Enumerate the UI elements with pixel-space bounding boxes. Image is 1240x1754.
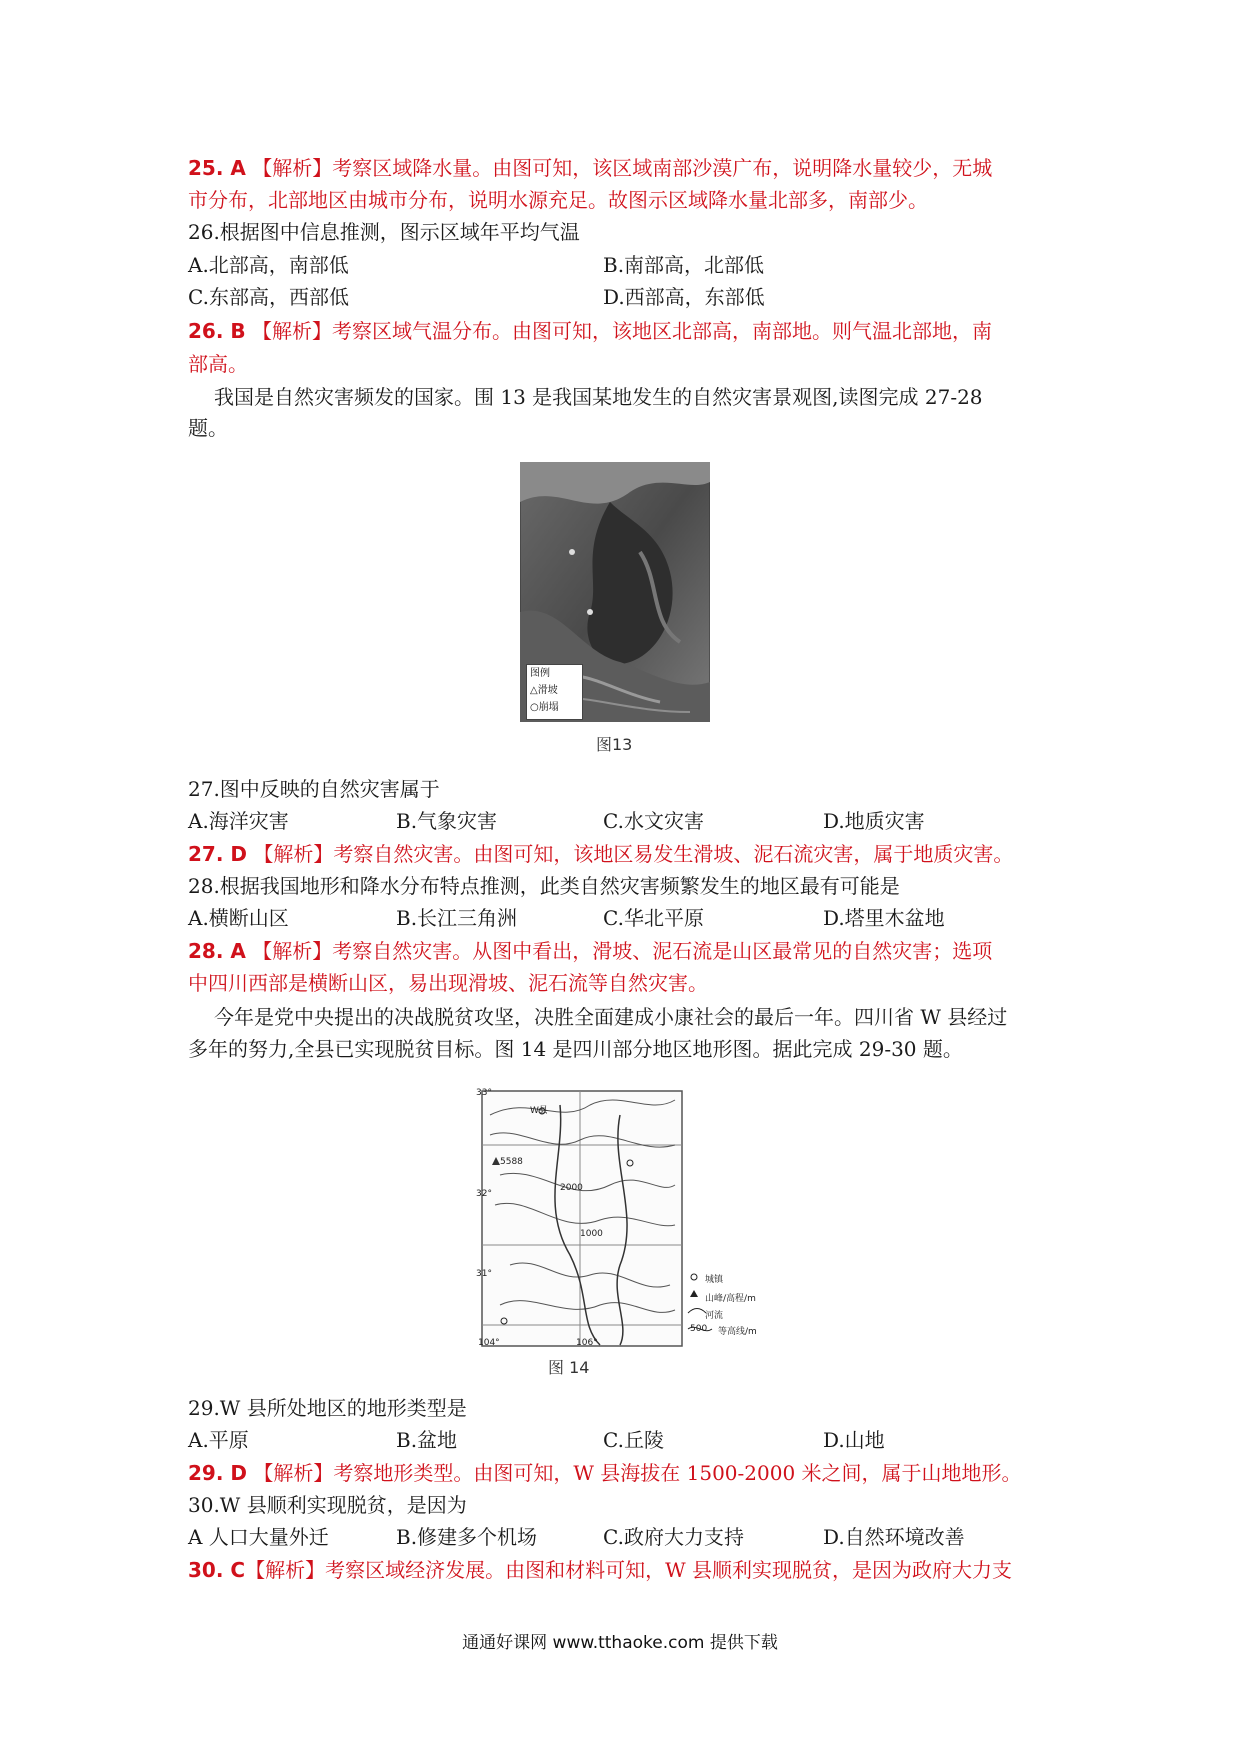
figure-14-caption: 图 14 xyxy=(548,1358,590,1377)
q30-answer-text: 【解析】考察区域经济发展。由图和材料可知，W 县顺利实现脱贫，是因为政府大力支 xyxy=(245,1558,1012,1582)
q28-stem: 28.根据我国地形和降水分布特点推测，此类自然灾害频繁发生的地区最有可能是 xyxy=(188,874,900,898)
q28-answer-line2: 中四川西部是横断山区，易出现滑坡、泥石流等自然灾害。 xyxy=(188,971,708,995)
q28-answer-line1 xyxy=(188,935,1058,967)
q29-answer-label: 29. D xyxy=(188,1461,247,1485)
q30-answer-line1 xyxy=(188,1554,1058,1586)
q27-option-d: D.地质灾害 xyxy=(823,809,925,833)
q25-answer-text: 【解析】考察区域降水量。由图可知，该区域南部沙漠广布，说明降水量较少，无城 xyxy=(252,156,993,180)
q29-answer-line1 xyxy=(188,1457,1058,1489)
q30-option-a: A 人口大量外迁 xyxy=(188,1525,329,1549)
figure-14-lat-32: 32° xyxy=(476,1189,492,1199)
q30-answer-label: 30. C xyxy=(188,1558,246,1582)
q27-stem: 27.图中反映的自然灾害属于 xyxy=(188,777,440,801)
q26-option-d: D.西部高，东部低 xyxy=(603,285,765,309)
q26-option-b: B.南部高，北部低 xyxy=(603,253,765,277)
q30-option-c: C.政府大力支持 xyxy=(603,1525,744,1549)
intro-29-30-line1: 今年是党中央提出的决战脱贫攻坚，决胜全面建成小康社会的最后一年。四川省 W 县经过 xyxy=(214,1005,1008,1029)
q30-stem: 30.W 县顺利实现脱贫，是因为 xyxy=(188,1493,467,1517)
q27-answer-text: 【解析】考察自然灾害。由图可知，该地区易发生滑坡、泥石流灾害，属于地质灾害。 xyxy=(253,842,1014,866)
q27-option-c: C.水文灾害 xyxy=(603,809,704,833)
q29-option-d: D.山地 xyxy=(823,1428,885,1452)
q28-answer-text: 【解析】考察自然灾害。从图中看出，滑坡、泥石流是山区最常见的自然灾害；选项 xyxy=(252,939,993,963)
q27-answer-label: 27. D xyxy=(188,842,247,866)
figure-14-legend-contour: 等高线/m xyxy=(718,1327,757,1337)
figure-13-legend-title: 图例 xyxy=(530,668,550,679)
q26-answer-line1 xyxy=(188,315,1058,347)
q28-option-c: C.华北平原 xyxy=(603,906,704,930)
q28-option-b: B.长江三角洲 xyxy=(396,906,518,930)
q26-answer-text: 【解析】考察区域气温分布。由图可知，该地区北部高，南部地。则气温北部地，南 xyxy=(252,319,992,343)
figure-14-legend-peak: 山峰/高程/m xyxy=(705,1294,756,1304)
q25-answer-line2: 市分布，北部地区由城市分布，说明水源充足。故图示区域降水量北部多，南部少。 xyxy=(188,188,928,212)
q29-option-c: C.丘陵 xyxy=(603,1428,664,1452)
page-footer: 通通好课网 www.tthaoke.com 提供下载 xyxy=(462,1633,778,1653)
q29-answer-text: 【解析】考察地形类型。由图可知，W 县海拔在 1500-2000 米之间，属于山地地形。 xyxy=(253,1461,1022,1485)
q25-answer-label: 25. A xyxy=(188,156,246,180)
figure-14-legend-contour-value: 500 xyxy=(690,1324,708,1334)
q26-option-c: C.东部高，西部低 xyxy=(188,285,349,309)
intro-29-30-line2: 多年的努力,全县已实现脱贫目标。图 14 是四川部分地区地形图。据此完成 29-30 题。 xyxy=(188,1037,963,1061)
figure-13-legend xyxy=(526,664,583,720)
figure-14-legend-river: 河流 xyxy=(705,1311,724,1321)
q30-option-b: B.修建多个机场 xyxy=(396,1525,538,1549)
q26-answer-label: 26. B xyxy=(188,319,246,343)
q28-option-a: A.横断山区 xyxy=(188,906,289,930)
q29-option-b: B.盆地 xyxy=(396,1428,458,1452)
q29-stem: 29.W 县所处地区的地形类型是 xyxy=(188,1396,467,1420)
q25-answer-line1 xyxy=(188,152,1058,184)
q27-option-b: B.气象灾害 xyxy=(396,809,498,833)
figure-14-peak-label: 5588 xyxy=(500,1157,523,1167)
q26-option-a: A.北部高，南部低 xyxy=(188,253,349,277)
q27-answer-line1 xyxy=(188,838,1058,870)
intro-27-28-line1: 我国是自然灾害频发的国家。围 13 是我国某地发生的自然灾害景观图,读图完成 27-28 xyxy=(214,385,983,409)
figure-14-contour-map xyxy=(470,1085,770,1355)
figure-13-caption: 图13 xyxy=(596,735,633,754)
q29-option-a: A.平原 xyxy=(188,1428,249,1452)
q30-option-d: D.自然环境改善 xyxy=(823,1525,965,1549)
figure-14-contour-1000: 1000 xyxy=(580,1229,603,1239)
figure-13-legend-landslide: △滑坡 xyxy=(530,685,558,696)
figure-14-contour-2000: 2000 xyxy=(560,1183,583,1193)
figure-14-legend-town: 城镇 xyxy=(705,1275,724,1285)
q27-option-a: A.海洋灾害 xyxy=(188,809,289,833)
figure-14-lon-104: 104° xyxy=(478,1338,500,1348)
figure-13-legend-collapse: ○崩塌 xyxy=(530,702,559,713)
figure-14-lat-31: 31° xyxy=(476,1269,492,1279)
figure-14-w-county: W县 xyxy=(530,1106,548,1116)
q26-stem: 26.根据图中信息推测，图示区域年平均气温 xyxy=(188,220,580,244)
figure-14-lon-106: 106° xyxy=(576,1338,598,1348)
q28-option-d: D.塔里木盆地 xyxy=(823,906,945,930)
q28-answer-label: 28. A xyxy=(188,939,246,963)
figure-14-lat-33: 33° xyxy=(476,1088,492,1098)
q26-answer-line2: 部高。 xyxy=(188,352,248,376)
intro-27-28-line2: 题。 xyxy=(188,416,228,440)
